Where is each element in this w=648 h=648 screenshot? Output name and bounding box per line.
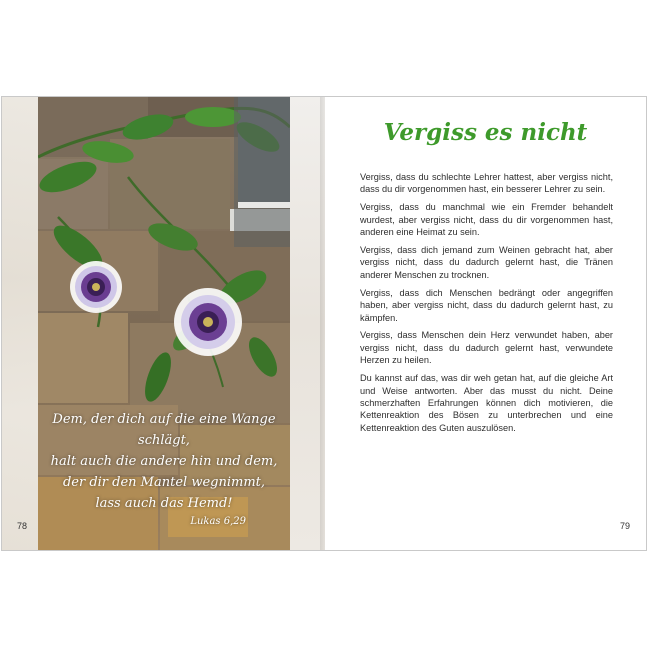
page-number-right: 79 <box>620 521 631 531</box>
paragraph: Vergiss, dass du schlechte Lehrer hattest, aber vergiss nicht, dass du dir vorgenommen hast, ein besserer Lehrer zu sein. <box>360 172 613 195</box>
bible-quote <box>38 409 290 530</box>
page-title: Vergiss es nicht <box>383 119 588 146</box>
paragraph: Vergiss, dass Menschen dein Herz verwundet haben, aber vergiss nicht, dass du dadurch gelernt hast, verwundete Herzen zu heilen. <box>360 330 613 366</box>
quote-line: halt auch die andere hin und dem, <box>50 454 278 469</box>
page-number-left: 78 <box>17 521 28 531</box>
paragraph: Du kannst auf das, was dir weh getan hat, auf die gleiche Art und Weise antworten. Aber das musst du nicht. Deine schmerzhaften Erfahrungen können dich motivieren, die Kettenreaktion des Bösen zu unterbrechen und eine Kettenreaktion des Guten auszulösen. <box>360 373 613 433</box>
quote-line: der dir den Mantel wegnimmt, <box>62 475 266 490</box>
left-page <box>2 97 325 550</box>
stone-wall-margin <box>2 97 38 550</box>
quote-line: lass auch das Hemd! <box>95 496 233 511</box>
paragraph: Vergiss, dass du manchmal wie ein Fremder behandelt wurdest, aber vergiss nicht, dass du dir vorgenommen hast, anderen eine Heimat zu sein. <box>360 202 613 238</box>
quote-reference: Lukas 6,29 <box>190 516 246 527</box>
book-spread <box>1 96 647 551</box>
quote-line: Dem, der dich auf die eine Wange schlägt, <box>52 412 276 448</box>
paragraph: Vergiss, dass dich jemand zum Weinen gebracht hat, aber vergiss nicht, dass du dadurch gelernt hast, die Tränen anderer Menschen zu trocknen. <box>360 245 613 280</box>
paragraph: Vergiss, dass dich Menschen bedrängt oder angegriffen haben, aber vergiss nicht, dass du dadurch gelernt hast, zu kämpfen. <box>360 287 613 323</box>
body-text <box>360 171 613 440</box>
right-page <box>325 97 646 550</box>
